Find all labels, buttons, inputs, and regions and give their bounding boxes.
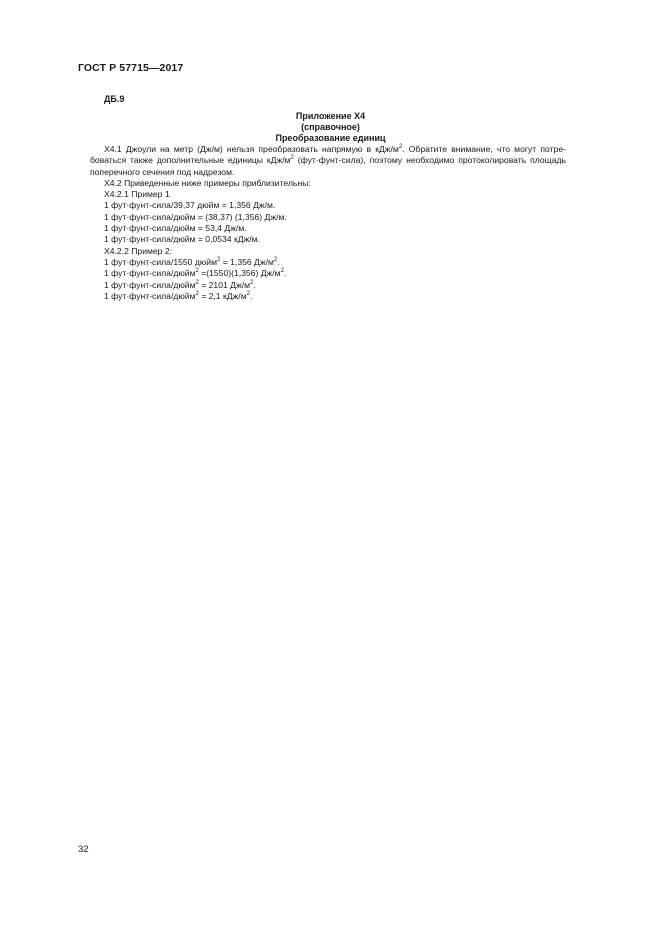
appendix-name: Преобразование единиц: [275, 133, 386, 143]
appendix-type: (справочное): [301, 122, 360, 132]
body-text: [90, 144, 566, 302]
appendix-title: Приложение Х4: [295, 111, 366, 121]
example-1-line: 1 фут·фунт-сила/дюйм = (38,37) (1,356) Дж/м.: [104, 211, 287, 222]
document-header: ГОСТ Р 57715—2017: [78, 62, 184, 74]
example-1-title: Х4.2.1 Пример 1: [104, 189, 170, 200]
paragraph-x4-1-line3: поперечного сечения под надрезом.: [90, 166, 235, 177]
example-1-line: 1 фут·фунт-сила/дюйм = 0,0534 кДж/м.: [104, 234, 260, 245]
paragraph-x4-2: Х4.2 Приведенные ниже примеры приблизительны:: [104, 177, 311, 188]
example-2-line: 1 фут·фунт-сила/дюйм$^2$ = 2,1 кДж/$м^2$.: [104, 290, 253, 301]
paragraph-x4-1-line2: боваться также дополнительные единицы кДж/$м^2$ (фут·фунт-сила), поэтому необходимо протоколировать площадь: [90, 155, 566, 166]
example-2-line: 1 фут·фунт-сила/дюйм$^2$ =(1550)(1,356) $Дж/м^2$.: [104, 268, 287, 279]
section-label: ДБ.9: [104, 94, 125, 104]
example-1-line: 1 фут·фунт-сила/дюйм = 53,4 Дж/м.: [104, 223, 247, 234]
paragraph-x4-1-line1: Х4.1 Джоули на метр (Дж/м) нельзя преобразовать напрямую в кДж/$м^2$. Обратите внимание, что могут потре-: [104, 144, 566, 154]
example-2-line: 1 фут·фунт-сила/1550 дюйм$^2$ = 1,356 $Дж/м^2$.: [104, 256, 280, 267]
example-2-title: Х4.2.2 Пример 2:: [104, 245, 173, 256]
example-1-line: 1 фут·фунт-сила/39,37 дюйм = 1,356 Дж/м.: [104, 200, 276, 211]
example-2-line: 1 фут·фунт-сила/дюйм$^2$ = 2101 $Дж/м^2$.: [104, 279, 256, 290]
page-number: 32: [78, 844, 89, 855]
